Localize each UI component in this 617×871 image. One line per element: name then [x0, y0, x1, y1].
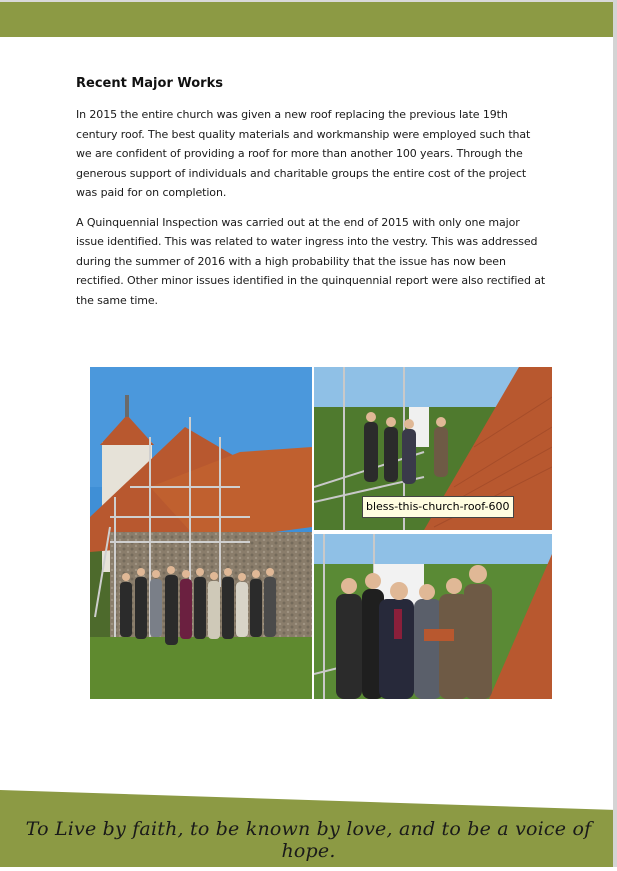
article	[76, 76, 546, 320]
roof-tile-presentation-photo	[314, 534, 552, 699]
paragraph-roof: In 2015 the entire church was given a new roof replacing the previous late 19th century roof. The best quality materials and workmanship were employed such that we are confident of providing a roof for more than another 100 years. Through the generous support of individuals and charitable groups the entire cost of the project was paid for on completion.	[76, 108, 531, 199]
section-heading: Recent Major Works	[76, 76, 223, 91]
image-tooltip: bless-this-church-roof-600	[362, 496, 514, 518]
paragraph-inspection: A Quinquennial Inspection was carried out at the end of 2015 with only one major issue identified. This was related to water ingress into the vestry. This was addressed during the summer of 2016 with a high probability that the issue has now been rectified. Other minor issues identified in the quinquennial report were also rectified at the same time.	[76, 215, 546, 307]
motto-text: To Live by faith, to be known by love, and to be a voice of hope.	[25, 818, 592, 862]
header-band	[0, 0, 617, 37]
page-shadow-edge	[613, 0, 617, 867]
header-color-band	[0, 2, 613, 37]
church-group-photo	[90, 367, 312, 699]
